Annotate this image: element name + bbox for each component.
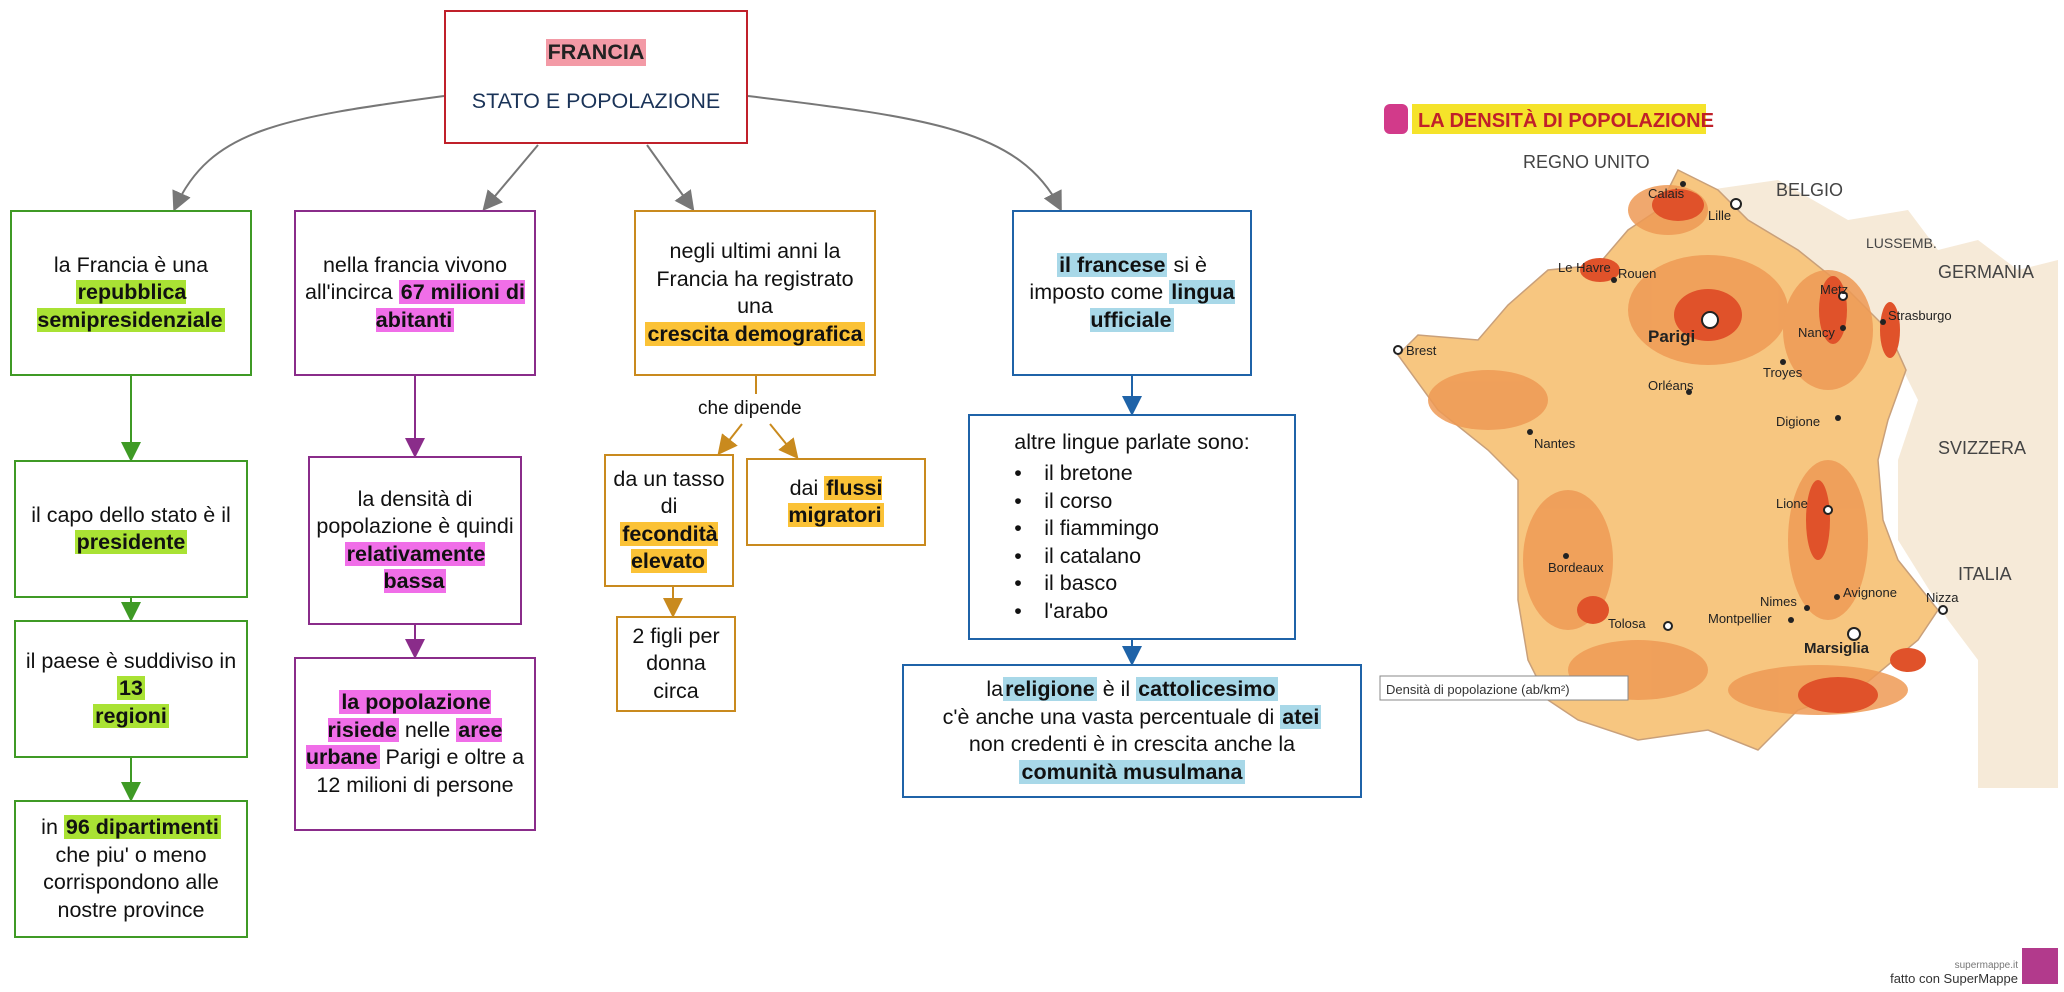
city-label: Troyes xyxy=(1763,365,1803,380)
node-altre-lingue xyxy=(968,414,1296,640)
node-lingua xyxy=(1012,210,1252,376)
node-text: la xyxy=(986,677,1004,701)
density-map xyxy=(1378,100,2058,788)
node-figli xyxy=(616,616,736,712)
highlight-religione: religione xyxy=(1005,677,1095,701)
node-aree-urbane xyxy=(294,657,536,831)
node-regioni xyxy=(14,620,248,758)
node-text: non credenti è in crescita anche la xyxy=(968,732,1296,756)
node-text: nella francia vivono all'incirca xyxy=(305,252,508,305)
language-item: • il catalano xyxy=(1014,543,1249,571)
city-label: Avignone xyxy=(1843,585,1897,600)
root-title: FRANCIA xyxy=(546,39,647,67)
highlight-fecondita: fecondità elevato xyxy=(622,521,718,573)
node-text: negli ultimi anni la Francia ha registrato una xyxy=(656,239,854,318)
highlight-cattolicesimo: cattolicesimo xyxy=(1138,677,1276,701)
node-flussi xyxy=(746,458,926,546)
city-label: Metz xyxy=(1820,282,1849,297)
highlight-atei: atei xyxy=(1282,704,1320,729)
map-title: LA DENSITÀ DI POPOLAZIONE xyxy=(1418,110,1714,132)
city-label: Orléans xyxy=(1648,378,1694,393)
city-label: Bordeaux xyxy=(1548,560,1604,575)
language-item: • il fiammingo xyxy=(1014,515,1249,543)
link-label-che-dipende: che dipende xyxy=(694,398,806,420)
credit xyxy=(1890,960,2018,986)
node-presidente xyxy=(14,460,248,598)
node-repubblica xyxy=(10,210,252,376)
country-label: SVIZZERA xyxy=(1938,438,2027,458)
highlight-dipartimenti: 96 dipartimenti xyxy=(65,815,219,839)
node-text: in xyxy=(41,815,58,839)
city-label: Montpellier xyxy=(1708,611,1772,626)
credit-text: fatto con SuperMappe xyxy=(1890,971,2018,986)
node-fecondita xyxy=(604,454,734,587)
node-text: è il xyxy=(1102,677,1131,701)
node-dipartimenti xyxy=(14,800,248,938)
node-densita xyxy=(308,456,522,625)
node-text: che piu' o meno corrispondono alle nostre province xyxy=(43,842,219,922)
city-label: Calais xyxy=(1648,186,1685,201)
node-text: dai xyxy=(789,475,819,500)
language-list xyxy=(1014,460,1249,625)
highlight-crescita: crescita demografica xyxy=(647,321,863,346)
node-text: Parigi e oltre a 12 milioni di persone xyxy=(316,745,525,797)
country-label: GERMANIA xyxy=(1938,262,2035,282)
node-text: il capo dello stato è il xyxy=(31,502,231,527)
node-crescita xyxy=(634,210,876,376)
highlight-13: 13 xyxy=(119,676,143,701)
city-label: Strasburgo xyxy=(1888,308,1952,323)
map-legend-text: Densità di popolazione (ab/km²) xyxy=(1386,682,1570,697)
city-label: Lione xyxy=(1776,496,1808,511)
node-text: il paese è suddiviso in xyxy=(25,648,237,673)
city-label: Digione xyxy=(1776,414,1821,429)
language-item: • il bretone xyxy=(1014,460,1249,488)
city-label: Nancy xyxy=(1798,325,1835,340)
highlight-regioni: regioni xyxy=(95,703,167,728)
language-item: • il corso xyxy=(1014,488,1249,516)
country-label: ITALIA xyxy=(1958,564,2012,584)
node-text: altre lingue parlate sono: xyxy=(1014,429,1250,454)
city-label: Brest xyxy=(1406,343,1437,358)
country-label: LUSSEMB. xyxy=(1866,235,1937,251)
node-religione xyxy=(902,664,1362,798)
node-text: c'è anche una vasta percentuale di xyxy=(942,704,1275,729)
city-label: Rouen xyxy=(1618,266,1657,281)
language-item: • l'arabo xyxy=(1014,598,1249,626)
node-abitanti xyxy=(294,210,536,376)
language-item: • il basco xyxy=(1014,570,1249,598)
node-text: si è imposto come xyxy=(1029,252,1207,305)
highlight-presidente: presidente xyxy=(76,530,186,554)
map-title-tab xyxy=(1384,104,1408,134)
country-label: BELGIO xyxy=(1776,180,1844,200)
credit-site: supermappe.it xyxy=(1954,960,2018,971)
highlight-musulmana: comunità musulmana xyxy=(1021,759,1243,784)
node-text: 2 figli per donna circa xyxy=(632,623,720,703)
node-text: la Francia è una xyxy=(53,252,209,277)
city-label: Tolosa xyxy=(1608,616,1646,631)
highlight-popolazione: la popolazione risiede xyxy=(327,690,491,742)
city-label: Nantes xyxy=(1534,436,1576,451)
highlight-lingua: lingua ufficiale xyxy=(1090,280,1235,332)
node-text: la densità di popolazione è quindi xyxy=(316,486,514,538)
highlight-aree-urbane: aree urbane xyxy=(305,717,503,769)
city-label: Lille xyxy=(1708,208,1732,223)
city-label: Le Havre xyxy=(1558,260,1611,275)
city-label: Nizza xyxy=(1926,590,1959,605)
root-subtitle: STATO E POPOLAZIONE xyxy=(471,89,721,113)
root-node xyxy=(444,10,748,144)
highlight-bassa: relativamente bassa xyxy=(346,541,486,593)
country-label: REGNO UNITO xyxy=(1523,152,1650,172)
highlight-abitanti: 67 milioni di abitanti xyxy=(375,280,525,332)
highlight-flussi: flussi migratori xyxy=(788,475,883,527)
highlight-repubblica: repubblica semipresidenziale xyxy=(37,280,223,332)
city-label: Parigi xyxy=(1648,327,1696,346)
node-text: nelle xyxy=(404,717,451,742)
node-text: da un tasso di xyxy=(613,466,725,518)
highlight-francese: il francese xyxy=(1059,252,1166,277)
city-label: Nimes xyxy=(1760,594,1797,609)
city-label: Marsiglia xyxy=(1804,640,1870,657)
supermappe-logo-icon[interactable] xyxy=(2022,948,2058,984)
